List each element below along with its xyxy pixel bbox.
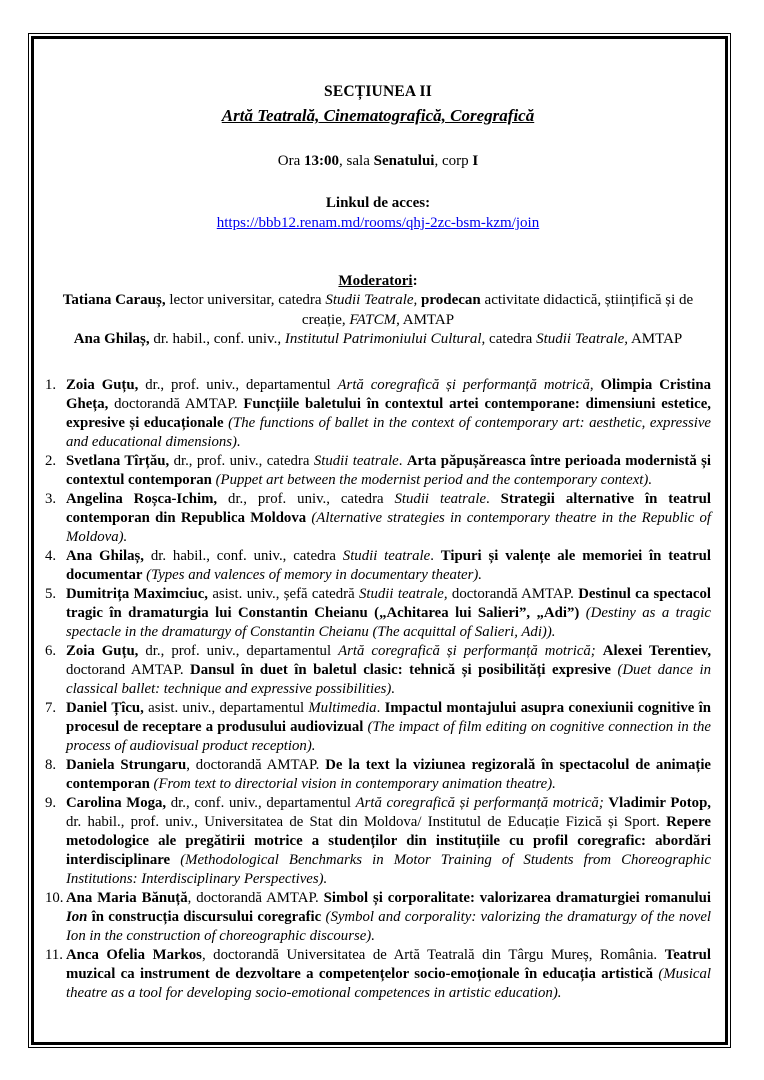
text-segment: (Musical theatre as a tool for developing socio-emotional competences in artistic education). [66,965,712,1001]
text-segment: . [398,452,407,469]
text-segment: dr. habil., conf. univ., [149,331,285,347]
access-link-label: Linkul de acces: [325,195,431,211]
text-segment: dr., conf. univ., departamentul [166,794,356,811]
meeting-link[interactable]: https://bbb12.renam.md/rooms/qhj-2zc-bsm-kzm/join [216,215,540,231]
presentation-item [45,889,711,946]
presentation-item [45,642,711,699]
text-segment: . [486,490,501,507]
text-segment: Daniel Țîcu, [66,699,144,716]
text-segment: Carolina Moga, [66,794,167,811]
text-segment: Ana Ghilaș, [66,547,144,564]
item-number: 2. [45,452,57,469]
text-segment: dr., prof. univ., catedra [169,452,314,469]
text-segment: Alexei Terentiev, [602,642,712,659]
text-segment: Dumitrița Maximciuc, [66,585,208,602]
section-subtitle: Artă Teatrală, Cinematografică, Coregrafică [221,106,535,125]
text-segment: Artă coregrafică și performanță motrică; [355,794,604,811]
text-segment: I [472,153,479,169]
text-segment: Dansul în duet în baletul clasic: tehnică și posibilități expresive [190,661,611,678]
presentation-item [45,756,711,794]
text-segment: Zoia Guțu, [66,642,139,659]
text-segment: Ora [277,153,305,169]
moderator-entry [45,291,711,330]
moderators-heading [45,271,711,291]
item-number: 10. [45,889,64,906]
text-segment: Arta păpușăreasca între perioada modernistă și contextul contemporan [66,452,711,488]
text-segment [170,852,180,868]
presentation-item [45,452,711,490]
text-segment: doctorandă AMTAP. [447,585,579,602]
text-segment: , doctorandă AMTAP. [187,889,324,906]
text-segment: Simbol și corporalitate: valorizarea dramaturgiei romanului [323,889,711,906]
moderators-heading-colon: : [412,273,418,289]
text-segment: (Puppet art between the modernist period and the contemporary context). [215,471,653,488]
text-segment: activitate didactică, științifică și de creație, [301,292,694,328]
presentation-item [45,376,711,452]
text-segment: Studii teatrale [394,490,487,507]
text-segment: (Duet dance in classical ballet: technique and expressive possibilities). [66,661,711,697]
text-segment: Strategii alternative în teatrul contemporan din Republica Moldova [66,490,711,526]
text-segment [596,643,603,659]
moderators-heading-text: Moderatori [338,273,413,289]
text-segment: , doctorandă Universitatea de Artă Teatrală din Târgu Mureș, România. [201,946,665,963]
item-number: 4. [45,547,57,564]
item-number: 6. [45,642,57,659]
text-segment: dr., prof. univ., departamentul [138,642,339,659]
text-segment: doctorand AMTAP. [66,661,191,678]
item-number: 5. [45,585,57,602]
presentation-item [45,490,711,547]
moderator-entry [45,330,711,350]
text-segment: , corp [434,153,473,169]
text-segment: dr., prof. univ., departamentul [138,376,338,393]
text-segment: (Methodological Benchmarks in Motor Training of Students from Choreographic Institutions: Interdisciplinary Perspectives). [66,851,711,887]
presentation-item [45,946,711,1003]
page-border [28,33,731,1048]
item-number: 8. [45,756,57,773]
text-segment: , AMTAP [396,311,455,328]
text-segment: dr. habil., conf. univ., catedra [144,547,343,564]
text-segment: Artă coregrafică și performanță motrică; [338,642,596,659]
text-segment: Daniela Strungaru [66,756,187,773]
text-segment: Teatrul muzical ca instrument de dezvoltare a competențelor socio-emoționale în educația artistică [66,946,711,982]
text-segment: , catedra [481,331,537,347]
text-segment: FATCM [349,311,397,328]
item-number: 7. [45,699,57,716]
text-segment: (Symbol and corporality: valorizing the dramaturgy of the novel Ion in the construction of choreographic discourse). [66,908,712,944]
text-segment: Svetlana Tîrțău, [66,452,170,469]
text-segment: dr., prof. univ., catedra [217,490,395,507]
text-segment: (Destiny as a tragic spectacle in the dramaturgy of Constantin Cheianu (The acquittal of Salieri, Adi)). [66,604,711,640]
presentation-item [45,585,711,642]
access-link-row [45,214,711,233]
presentation-item [45,699,711,756]
section-title: SECȚIUNEA II [324,83,432,100]
presentation-item [45,794,711,889]
text-segment: , sala [339,153,374,169]
text-segment: asist. univ., șefă catedră [208,585,359,602]
text-segment: Studii Teatrale, [325,292,418,308]
text-segment: asist. univ., departamentul [143,699,309,716]
text-segment: . [430,547,441,564]
text-segment: în construcția discursului coregrafic [87,908,322,925]
text-segment: 13:00 [304,153,340,169]
section-subtitle-row [45,106,711,126]
text-segment: , [589,376,601,393]
text-segment: De la text la viziunea regizorală în spectacolul de animație contemporan [66,756,712,792]
text-segment: Studii teatrale, [358,585,448,602]
text-segment: Destinul ca spectacol tragic în dramaturgia lui Constantin Cheianu („Achitarea lui Salieri”, „Adi”) [66,585,711,621]
text-segment: Artă coregrafică și performanță motrică [337,376,590,393]
text-segment: Repere metodologice ale pregătirii motrice a studenților din instituțiile cu profil coregrafic: abordări interdisciplinare [66,813,711,868]
text-segment: Anca Ofelia Markos [66,946,202,963]
text-segment: Zoia Guțu, [66,376,139,393]
text-segment: (From text to directorial vision in contemporary animation theatre). [153,775,556,792]
text-segment: (The impact of film editing on cognitive connection in the process of audiovisual product reception). [66,718,711,754]
item-number: 11. [45,946,63,963]
text-segment: , doctorandă AMTAP. [186,756,326,773]
text-segment: Ana Ghilaș, [73,331,150,347]
conference-program-page [31,36,728,1045]
text-segment: prodecan [421,292,481,308]
text-segment: AMTAP [628,331,683,347]
text-segment: (Types and valences of memory in documentary theater). [146,566,483,583]
text-segment: Senatului [373,153,435,169]
presentation-item [45,547,711,585]
text-segment: Tatiana Carauș, [62,292,166,308]
text-segment: Studii Teatrale, [536,331,629,347]
text-segment: dr. habil., prof. univ., Universitatea de Stat din Moldova/ Institutul de Educație Fizică și Sport. [66,813,667,830]
text-segment: Multimedia [308,699,377,716]
text-segment: Institutul Patrimoniului Cultural [284,331,482,347]
text-segment: doctorandă AMTAP. [108,395,244,412]
text-segment: Funcțiile baletului în contextul artei contemporane: dimensiuni estetice, expresive și educaționale [66,395,712,431]
text-segment: Angelina Roșca-Ichim, [66,490,218,507]
text-segment: Ion [66,908,88,925]
item-number: 9. [45,794,57,811]
text-segment: (The functions of ballet in the context of contemporary art: aesthetic, expressive and educational dimensions). [66,414,711,450]
text-segment: lector universitar, catedra [165,292,326,308]
presentations-list [45,376,711,1003]
item-number: 3. [45,490,57,507]
text-segment: Olimpia Cristina Gheța, [66,376,711,412]
text-segment: (Alternative strategies in contemporary theatre in the Republic of Moldova). [66,509,711,545]
text-segment: Tipuri și valențe ale memoriei în teatrul documentar [66,547,711,583]
text-segment: Studii teatrale [342,547,431,564]
text-segment: . [376,699,385,716]
item-number: 1. [45,376,57,393]
session-time-location [45,152,711,171]
text-segment: Studii teatrale [313,452,399,469]
text-segment: Impactul montajului asupra conexiunii cognitive în procesul de receptare a produsului audiovizual [66,699,711,735]
text-segment: Vladimir Potop, [608,794,712,811]
text-segment: Ana Maria Bănuță [66,889,188,906]
